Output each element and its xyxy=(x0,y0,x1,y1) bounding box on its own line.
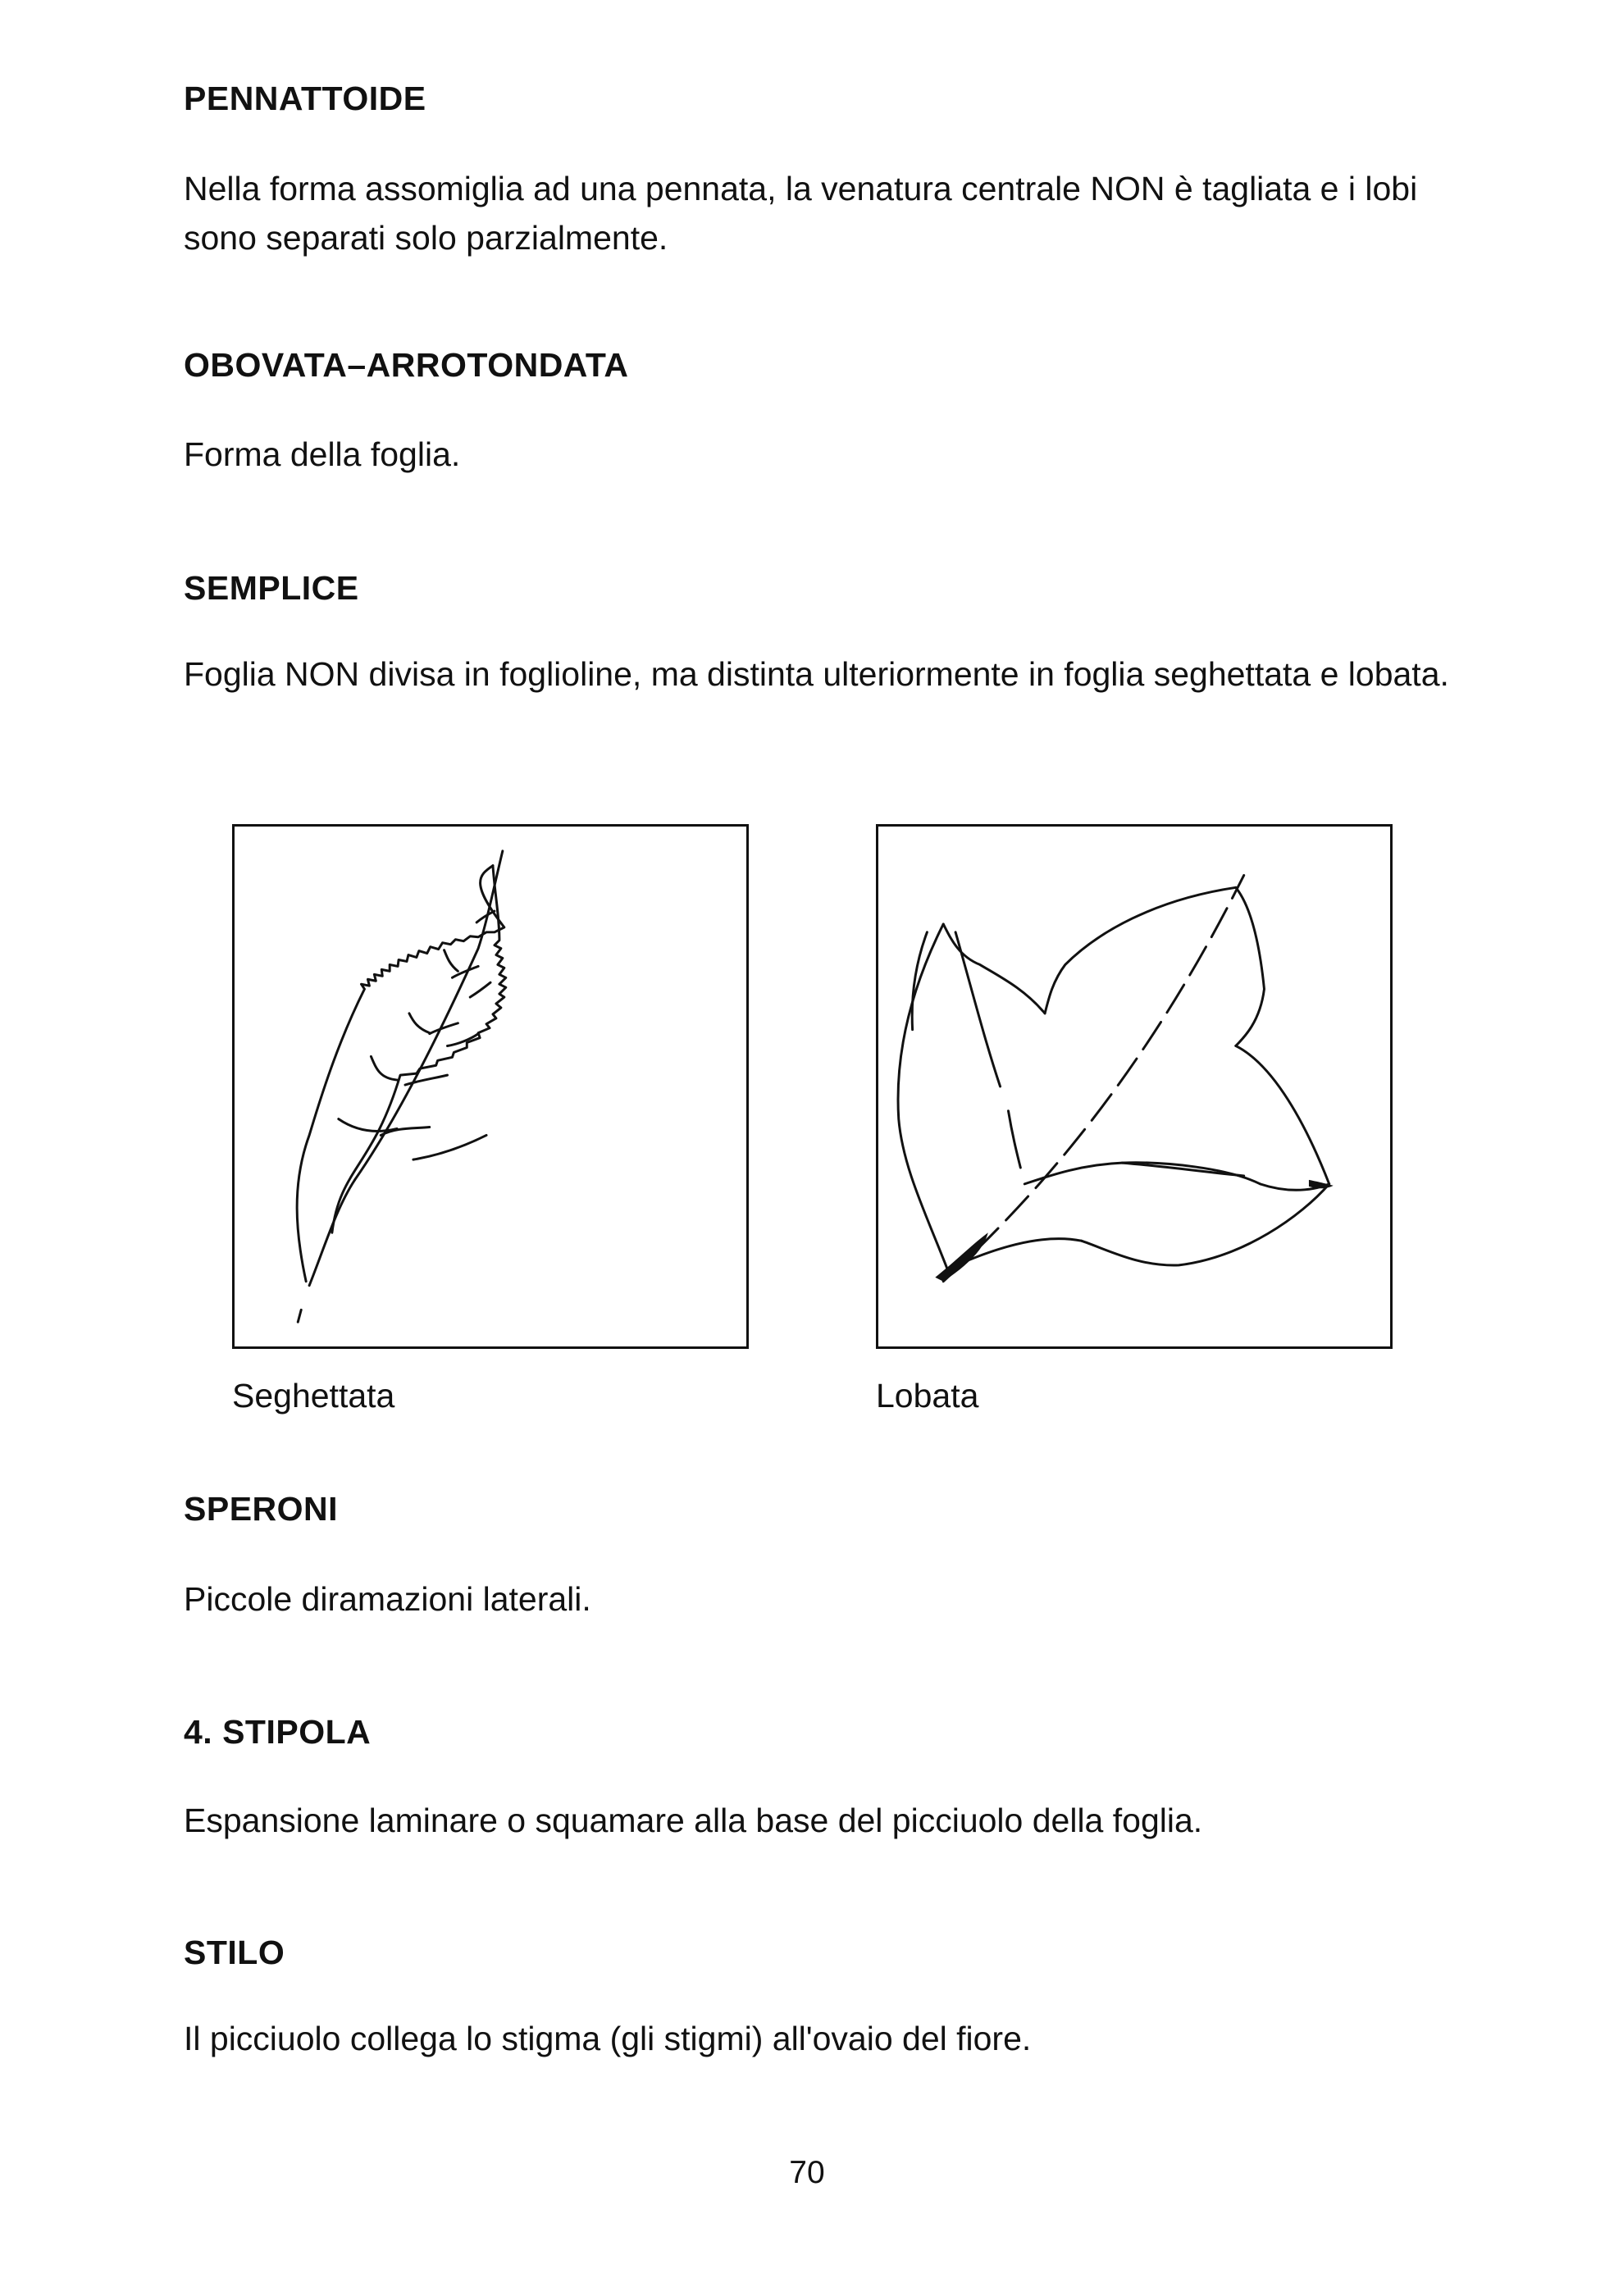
heading-pennattoide: PENNATTOIDE xyxy=(184,80,426,117)
definition-speroni: Piccole diramazioni laterali. xyxy=(184,1580,591,1618)
heading-stilo: STILO xyxy=(184,1934,285,1971)
page-number: 70 xyxy=(789,2155,825,2190)
heading-stipola: 4. STIPOLA xyxy=(184,1713,372,1751)
heading-semplice: SEMPLICE xyxy=(184,569,359,607)
definition-stipola: Espansione laminare o squamare alla base del picciuolo della foglia. xyxy=(184,1802,1203,1839)
lobed-leaf-figure xyxy=(876,824,1393,1349)
serrated-leaf-caption: Seghettata xyxy=(232,1377,395,1414)
definition-semplice: Foglia NON divisa in foglioline, ma distinta ulteriormente in foglia seghettata e lobata. xyxy=(184,655,1449,693)
heading-obovata-arrotondata: OBOVATA–ARROTONDATA xyxy=(184,346,629,384)
definition-obovata-arrotondata: Forma della foglia. xyxy=(184,435,461,473)
serrated-leaf-illustration xyxy=(235,827,746,1346)
serrated-leaf-figure xyxy=(232,824,749,1349)
lobed-leaf-illustration xyxy=(878,827,1390,1346)
lobed-leaf-caption: Lobata xyxy=(876,1377,979,1414)
heading-speroni: SPERONI xyxy=(184,1490,339,1528)
definition-pennattoide: Nella forma assomiglia ad una pennata, la venatura centrale NON è tagliata e i lobi sono separati solo parzialmente. xyxy=(184,170,1418,257)
definition-stilo: Il picciuolo collega lo stigma (gli stigmi) all'ovaio del fiore. xyxy=(184,2020,1032,2057)
